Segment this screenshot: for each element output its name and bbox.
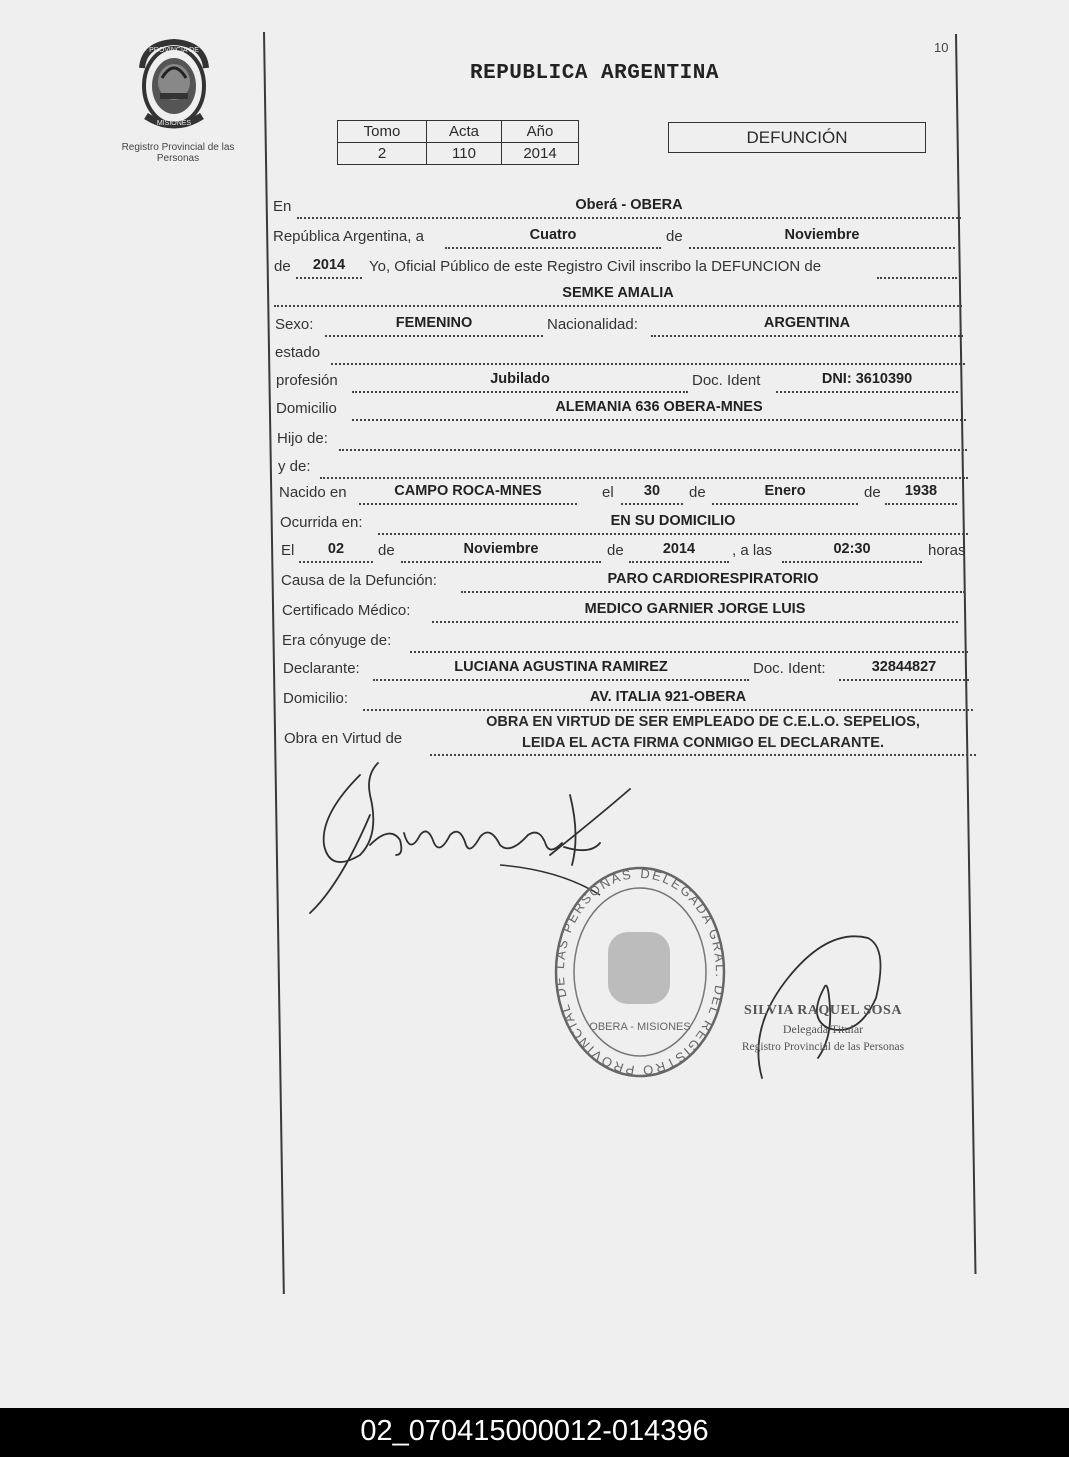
row-profesion — [276, 372, 966, 396]
de-label: de — [689, 484, 706, 501]
officer-block — [728, 1002, 918, 1056]
mes-letras-field: Noviembre — [689, 228, 955, 249]
de-label: de — [378, 542, 395, 559]
obra-label: Obra en Virtud de — [284, 730, 403, 747]
estado-label: estado — [275, 344, 321, 361]
row-estado — [275, 344, 965, 368]
fallec-mes-field: Noviembre — [401, 542, 601, 563]
estado-field — [331, 344, 965, 365]
el-label: el — [602, 484, 614, 501]
scan-code-footer: 02_070415000012-014396 — [0, 1408, 1069, 1457]
de-label: de — [607, 542, 624, 559]
officer-registro: Registro Provincial de las Personas — [741, 1041, 905, 1053]
acta-header: Acta — [427, 121, 502, 143]
officer-name: SILVIA RAQUEL SOSA — [744, 1003, 902, 1018]
row-fallecimiento — [281, 542, 973, 566]
nacido-anio-field: 1938 — [885, 484, 957, 505]
en-field: Oberá - OBERA — [297, 198, 961, 219]
nacido-label: Nacido en — [279, 484, 347, 501]
certificado-label: Certificado Médico: — [282, 602, 411, 619]
causa-label: Causa de la Defunción: — [281, 572, 437, 589]
hijo-label: Hijo de: — [277, 430, 328, 447]
inscribo-text: Yo, Oficial Público de este Registro Civil inscribo la DEFUNCION de — [369, 258, 822, 275]
el-label: El — [281, 542, 295, 559]
yde-field — [320, 458, 968, 479]
obra-line-2: LEIDA EL ACTA FIRMA CONMIGO EL DECLARANTE. — [522, 735, 884, 751]
row-domicilio — [276, 400, 968, 424]
nacido-lugar-field: CAMPO ROCA-MNES — [359, 484, 577, 505]
row-hijo — [277, 430, 969, 454]
row-inscribo — [274, 258, 964, 282]
declarante-field: LUCIANA AGUSTINA RAMIREZ — [373, 660, 749, 681]
obra-field — [430, 712, 976, 756]
dia-letras-field: Cuatro — [445, 228, 661, 249]
hora-field: 02:30 — [782, 542, 922, 563]
svg-text:OBERA - MISIONES: OBERA - MISIONES — [589, 1021, 691, 1033]
svg-text:DELEGADA GRAL. DEL REGISTRO PR: DELEGADA GRAL. DEL REGISTRO PROVINCIAL DE LAS PERSONAS — [551, 865, 729, 1079]
officer-cargo: Delegada Titular — [782, 1022, 864, 1036]
profesion-field: Jubilado — [352, 372, 688, 393]
row-declarante — [283, 660, 975, 684]
tomo-value-row — [338, 143, 579, 165]
sexo-field: FEMENINO — [325, 316, 543, 337]
row-domicilio-declarante — [283, 690, 975, 714]
svg-text:MISIONES: MISIONES — [156, 120, 192, 127]
nacido-dia-field: 30 — [621, 484, 683, 505]
domicilio-declarante-field: AV. ITALIA 921-OBERA — [363, 690, 973, 711]
republica-label: República Argentina, a — [273, 228, 424, 245]
row-conyuge — [282, 632, 974, 656]
tomo-header-row — [338, 121, 579, 143]
alas-label: , a las — [732, 542, 773, 559]
declarante-doc-field: 32844827 — [839, 660, 969, 681]
obra-line-1: OBRA EN VIRTUD DE SER EMPLEADO DE C.E.L.O. SEPELIOS, — [486, 714, 920, 730]
profesion-label: profesión — [276, 372, 338, 389]
page-number: 10 — [934, 40, 949, 55]
de-label: de — [666, 228, 683, 245]
tomo-value: 2 — [338, 143, 427, 165]
row-sexo — [275, 316, 965, 340]
anio-value: 2014 — [502, 143, 579, 165]
doc-ident-label: Doc. Ident: — [753, 660, 826, 677]
de-label: de — [274, 258, 291, 275]
fallec-anio-field: 2014 — [629, 542, 729, 563]
row-causa — [281, 572, 973, 596]
anio-field: 2014 — [296, 258, 362, 279]
row-nacido — [279, 484, 971, 508]
hijo-field — [339, 430, 967, 451]
sexo-label: Sexo: — [275, 316, 314, 333]
causa-field: PARO CARDIORESPIRATORIO — [461, 572, 965, 593]
declarante-label: Declarante: — [283, 660, 360, 677]
document-title: REPUBLICA ARGENTINA — [470, 62, 719, 85]
nacionalidad-label: Nacionalidad: — [547, 316, 638, 333]
certificado-field: MEDICO GARNIER JORGE LUIS — [432, 602, 958, 623]
tomo-acta-table — [337, 120, 579, 165]
yde-label: y de: — [278, 458, 311, 475]
nombre-field: SEMKE AMALIA — [274, 286, 962, 307]
misiones-emblem-icon — [134, 38, 214, 132]
row-en — [273, 198, 963, 222]
row-ocurrida — [280, 514, 972, 538]
svg-text:PROVINCIA DE: PROVINCIA DE — [149, 47, 199, 54]
official-stamp — [550, 860, 730, 1080]
row-yde — [278, 458, 970, 482]
acta-value: 110 — [427, 143, 502, 165]
row-fecha — [273, 228, 963, 252]
conyuge-label: Era cónyuge de: — [282, 632, 392, 649]
nacionalidad-field: ARGENTINA — [651, 316, 963, 337]
nacido-mes-field: Enero — [712, 484, 858, 505]
en-label: En — [273, 198, 292, 215]
registro-provincial-label: Registro Provincial de las Personas — [121, 142, 235, 164]
ocurrida-field: EN SU DOMICILIO — [378, 514, 968, 535]
inscribo-trailing-field — [877, 258, 957, 279]
de-label: de — [864, 484, 881, 501]
document-type-box: DEFUNCIÓN — [668, 122, 926, 153]
anio-header: Año — [502, 121, 579, 143]
tomo-header: Tomo — [338, 121, 427, 143]
conyuge-field — [410, 632, 968, 653]
domicilio-field: ALEMANIA 636 OBERA-MNES — [352, 400, 966, 421]
doc-ident-field: DNI: 3610390 — [776, 372, 958, 393]
domicilio-label: Domicilio: — [283, 690, 349, 707]
domicilio-label: Domicilio — [276, 400, 337, 417]
row-nombre — [274, 286, 964, 310]
doc-ident-label: Doc. Ident — [692, 372, 761, 389]
ocurrida-label: Ocurrida en: — [280, 514, 363, 531]
row-certificado — [282, 602, 974, 626]
horas-label: horas — [928, 542, 966, 559]
fallec-dia-field: 02 — [299, 542, 373, 563]
